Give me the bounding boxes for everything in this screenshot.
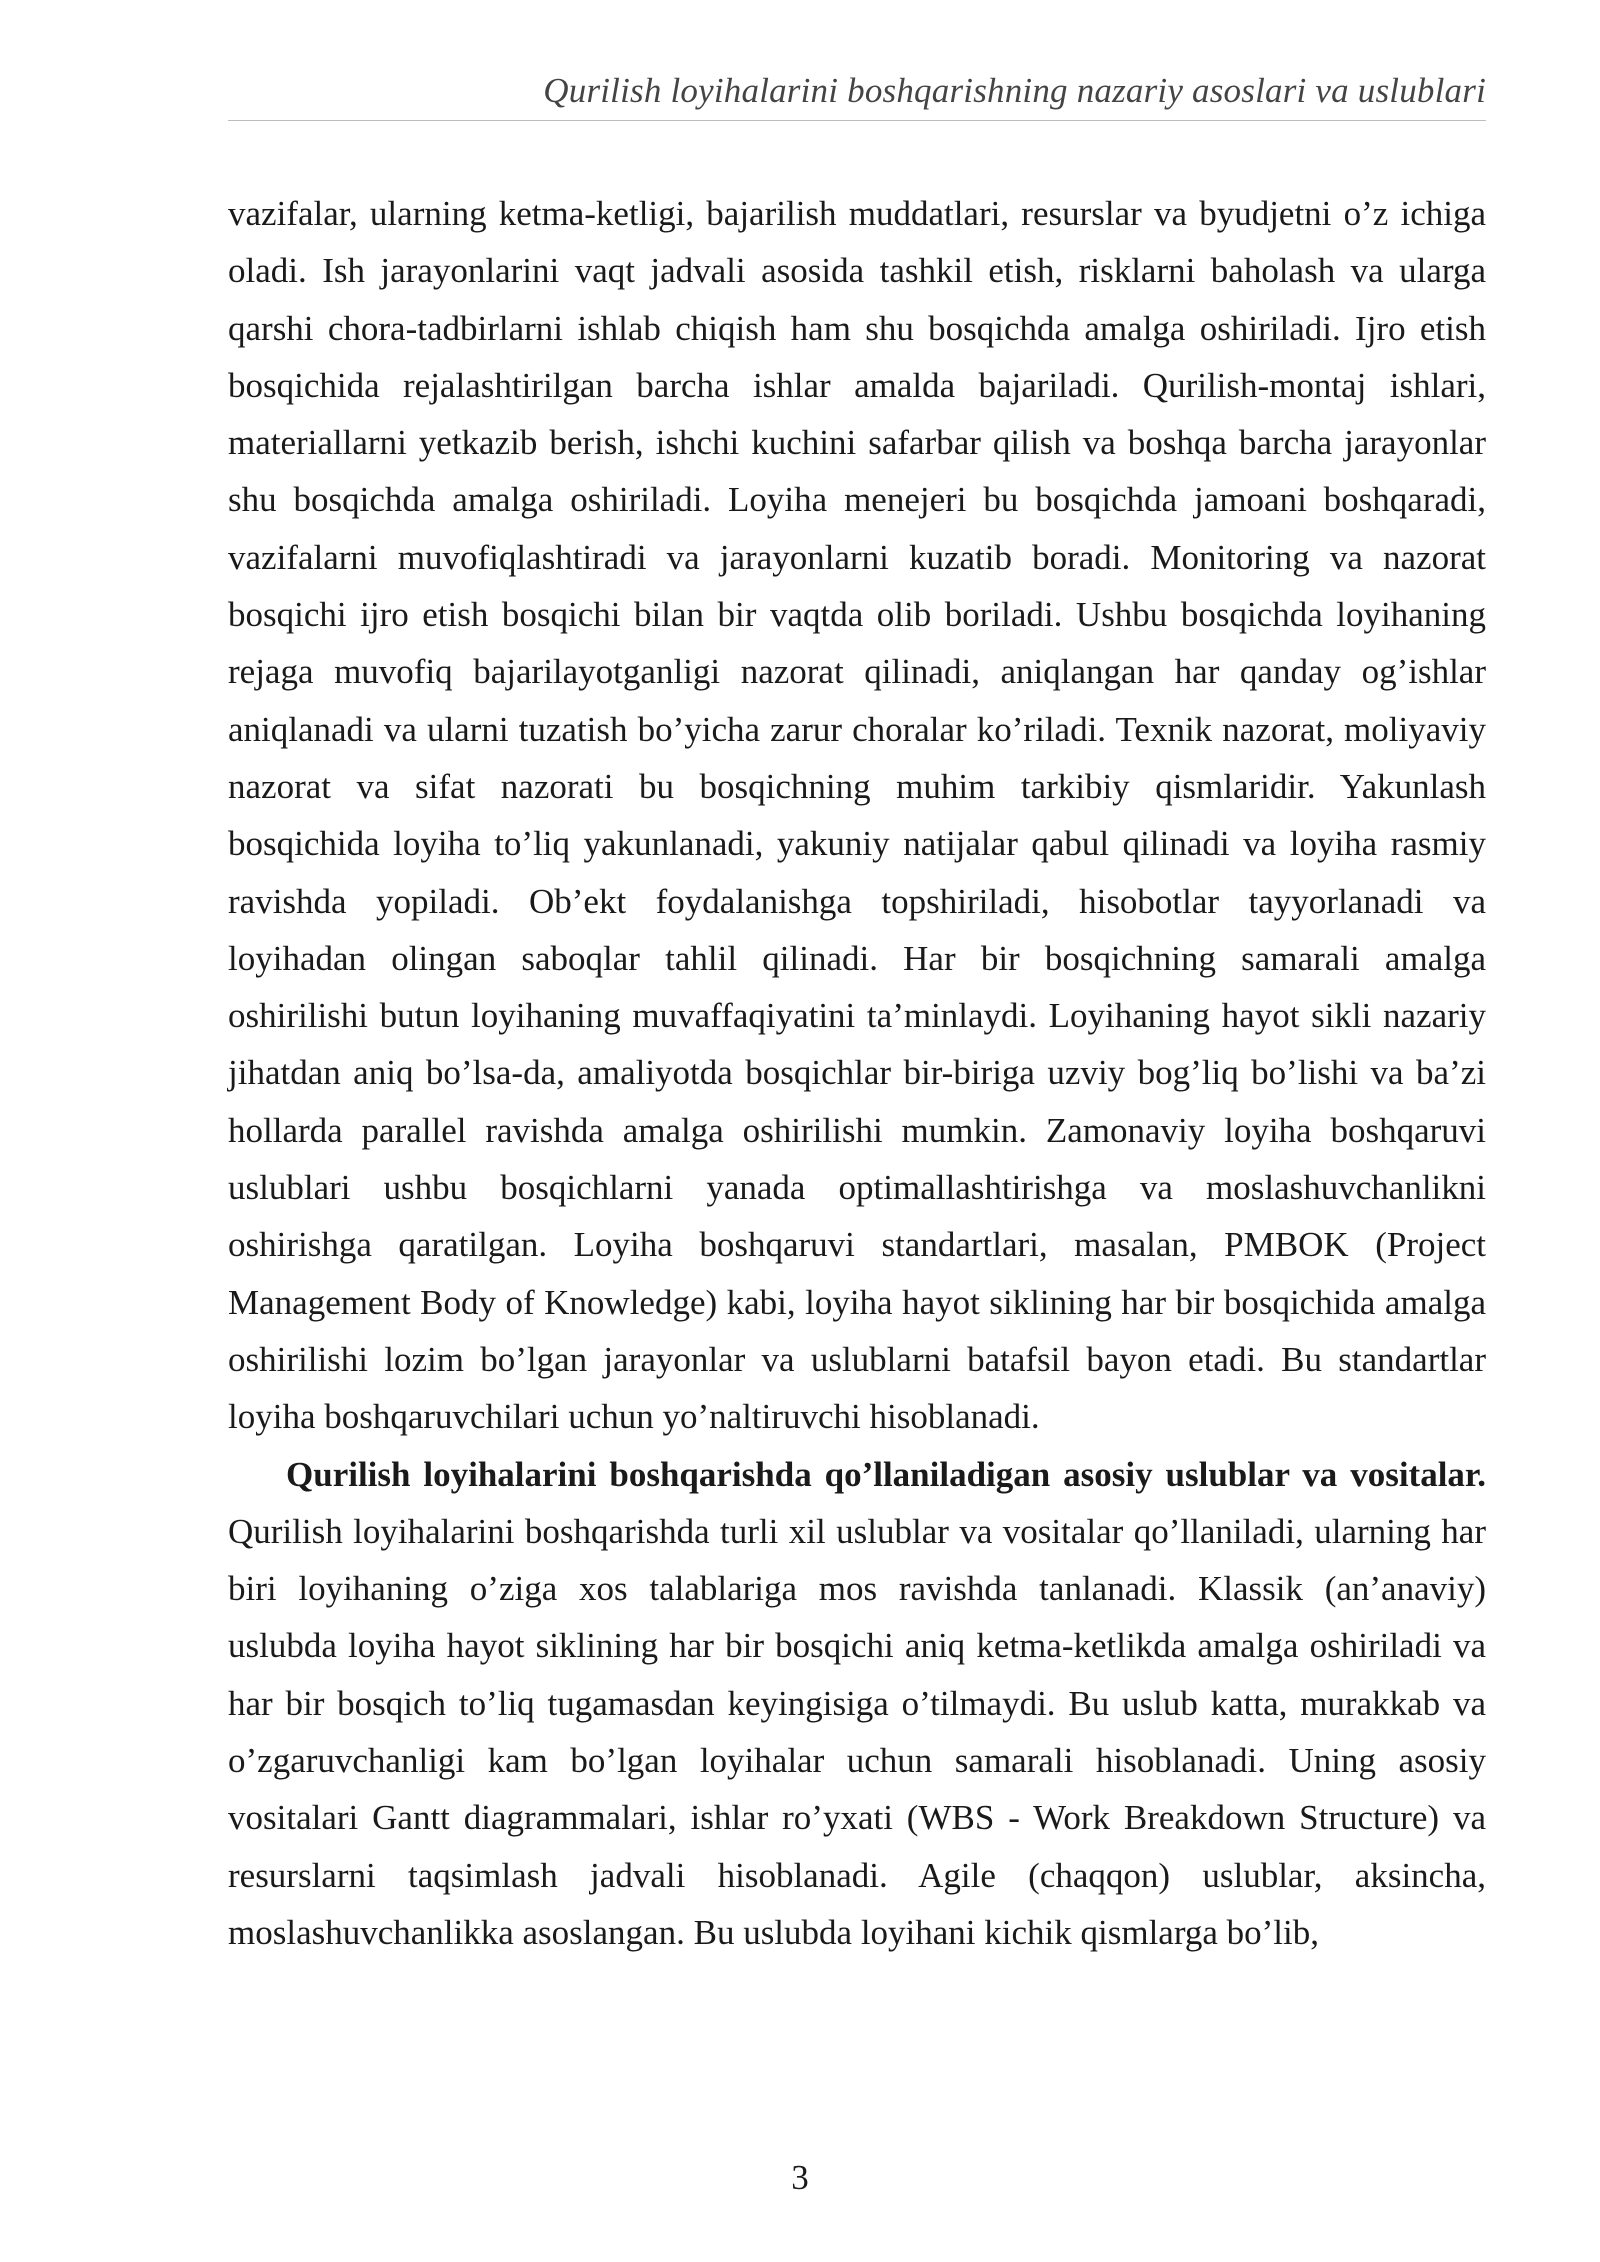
running-header: Qurilish loyihalarini boshqarishning nazariy asoslari va uslublari — [543, 71, 1486, 110]
paragraph-methods-and-tools — [228, 1446, 1486, 1962]
paragraph-methods-text: Qurilish loyihalarini boshqarishda turli xil uslublar va vositalar qo’llaniladi, ularning har biri loyihaning o’ziga xos talablariga mos ravishda tanlanadi. Klassik (an’anaviy) uslubda loyiha hayot siklining har bir bosqichi aniq ketma-ketlikda amalga oshiriladi va har bir bosqich to’liq tugamasdan keyingisiga o’tilmaydi. Bu uslub katta, murakkab va o’zgaruvchanligi kam bo’lgan loyihalar uchun samarali hisoblanadi. Uning asosiy vositalari Gantt diagrammalari, ishlar ro’yxati (WBS - Work Breakdown Structure) va resurslarni taqsimlash jadvali hisoblanadi. Agile (chaqqon) uslublar, aksincha, moslashuvchanlikka asoslangan. Bu uslubda loyihani kichik qismlarga bo’lib, — [228, 1511, 1486, 1952]
header-divider — [228, 120, 1486, 121]
paragraph-project-lifecycle: vazifalar, ularning ketma-ketligi, bajarilish muddatlari, resurslar va byudjetni o’z ichiga oladi. Ish jarayonlarini vaqt jadvali asosida tashkil etish, risklarni baholash va ularga qarshi chora-tadbirlarni ishlab chiqish ham shu bosqichda amalga oshiriladi. Ijro etish bosqichida rejalashtirilgan barcha ishlar amalda bajariladi. Qurilish-montaj ishlari, materiallarni yetkazib berish, ishchi kuchini safarbar qilish va boshqa barcha jarayonlar shu bosqichda amalga oshiriladi. Loyiha menejeri bu bosqichda jamoani boshqaradi, vazifalarni muvofiqlashtiradi va jarayonlarni kuzatib boradi. Monitoring va nazorat bosqichi ijro etish bosqichi bilan bir vaqtda olib boriladi. Ushbu bosqichda loyihaning rejaga muvofiq bajarilayotganligi nazorat qilinadi, aniqlangan har qanday og’ishlar aniqlanadi va ularni tuzatish bo’yicha zarur choralar ko’riladi. Texnik nazorat, moliyaviy nazorat va sifat nazorati bu bosqichning muhim tarkibiy qismlaridir. Yakunlash bosqichida loyiha to’liq yakunlanadi, yakuniy natijalar qabul qilinadi va loyiha rasmiy ravishda yopiladi. Ob’ekt foydalanishga topshiriladi, hisobotlar tayyorlanadi va loyihadan olingan saboqlar tahlil qilinadi. Har bir bosqichning samarali amalga oshirilishi butun loyihaning muvaffaqiyatini ta’minlaydi. Loyihaning hayot sikli nazariy jihatdan aniq bo’lsa-da, amaliyotda bosqichlar bir-biriga uzviy bog’liq bo’lishi va ba’zi hollarda parallel ravishda amalga oshirilishi mumkin. Zamonaviy loyiha boshqaruvi uslublari ushbu bosqichlarni yanada optimallashtirishga va moslashuvchanlikni oshirishga qaratilgan. Loyiha boshqaruvi standartlari, masalan, PMBOK (Project Management Body of Knowledge) kabi, loyiha hayot siklining har bir bosqichida amalga oshirilishi lozim bo’lgan jarayonlar va uslublarni batafsil bayon etadi. Bu standartlar loyiha boshqaruvchilari uchun yo’naltiruvchi hisoblanadi. — [228, 194, 1486, 1437]
body-text — [228, 185, 1486, 1961]
section-heading: Qurilish loyihalarini boshqarishda qo’llaniladigan asosiy uslublar va vositalar. — [286, 1454, 1486, 1494]
page-number: 3 — [791, 2158, 809, 2197]
